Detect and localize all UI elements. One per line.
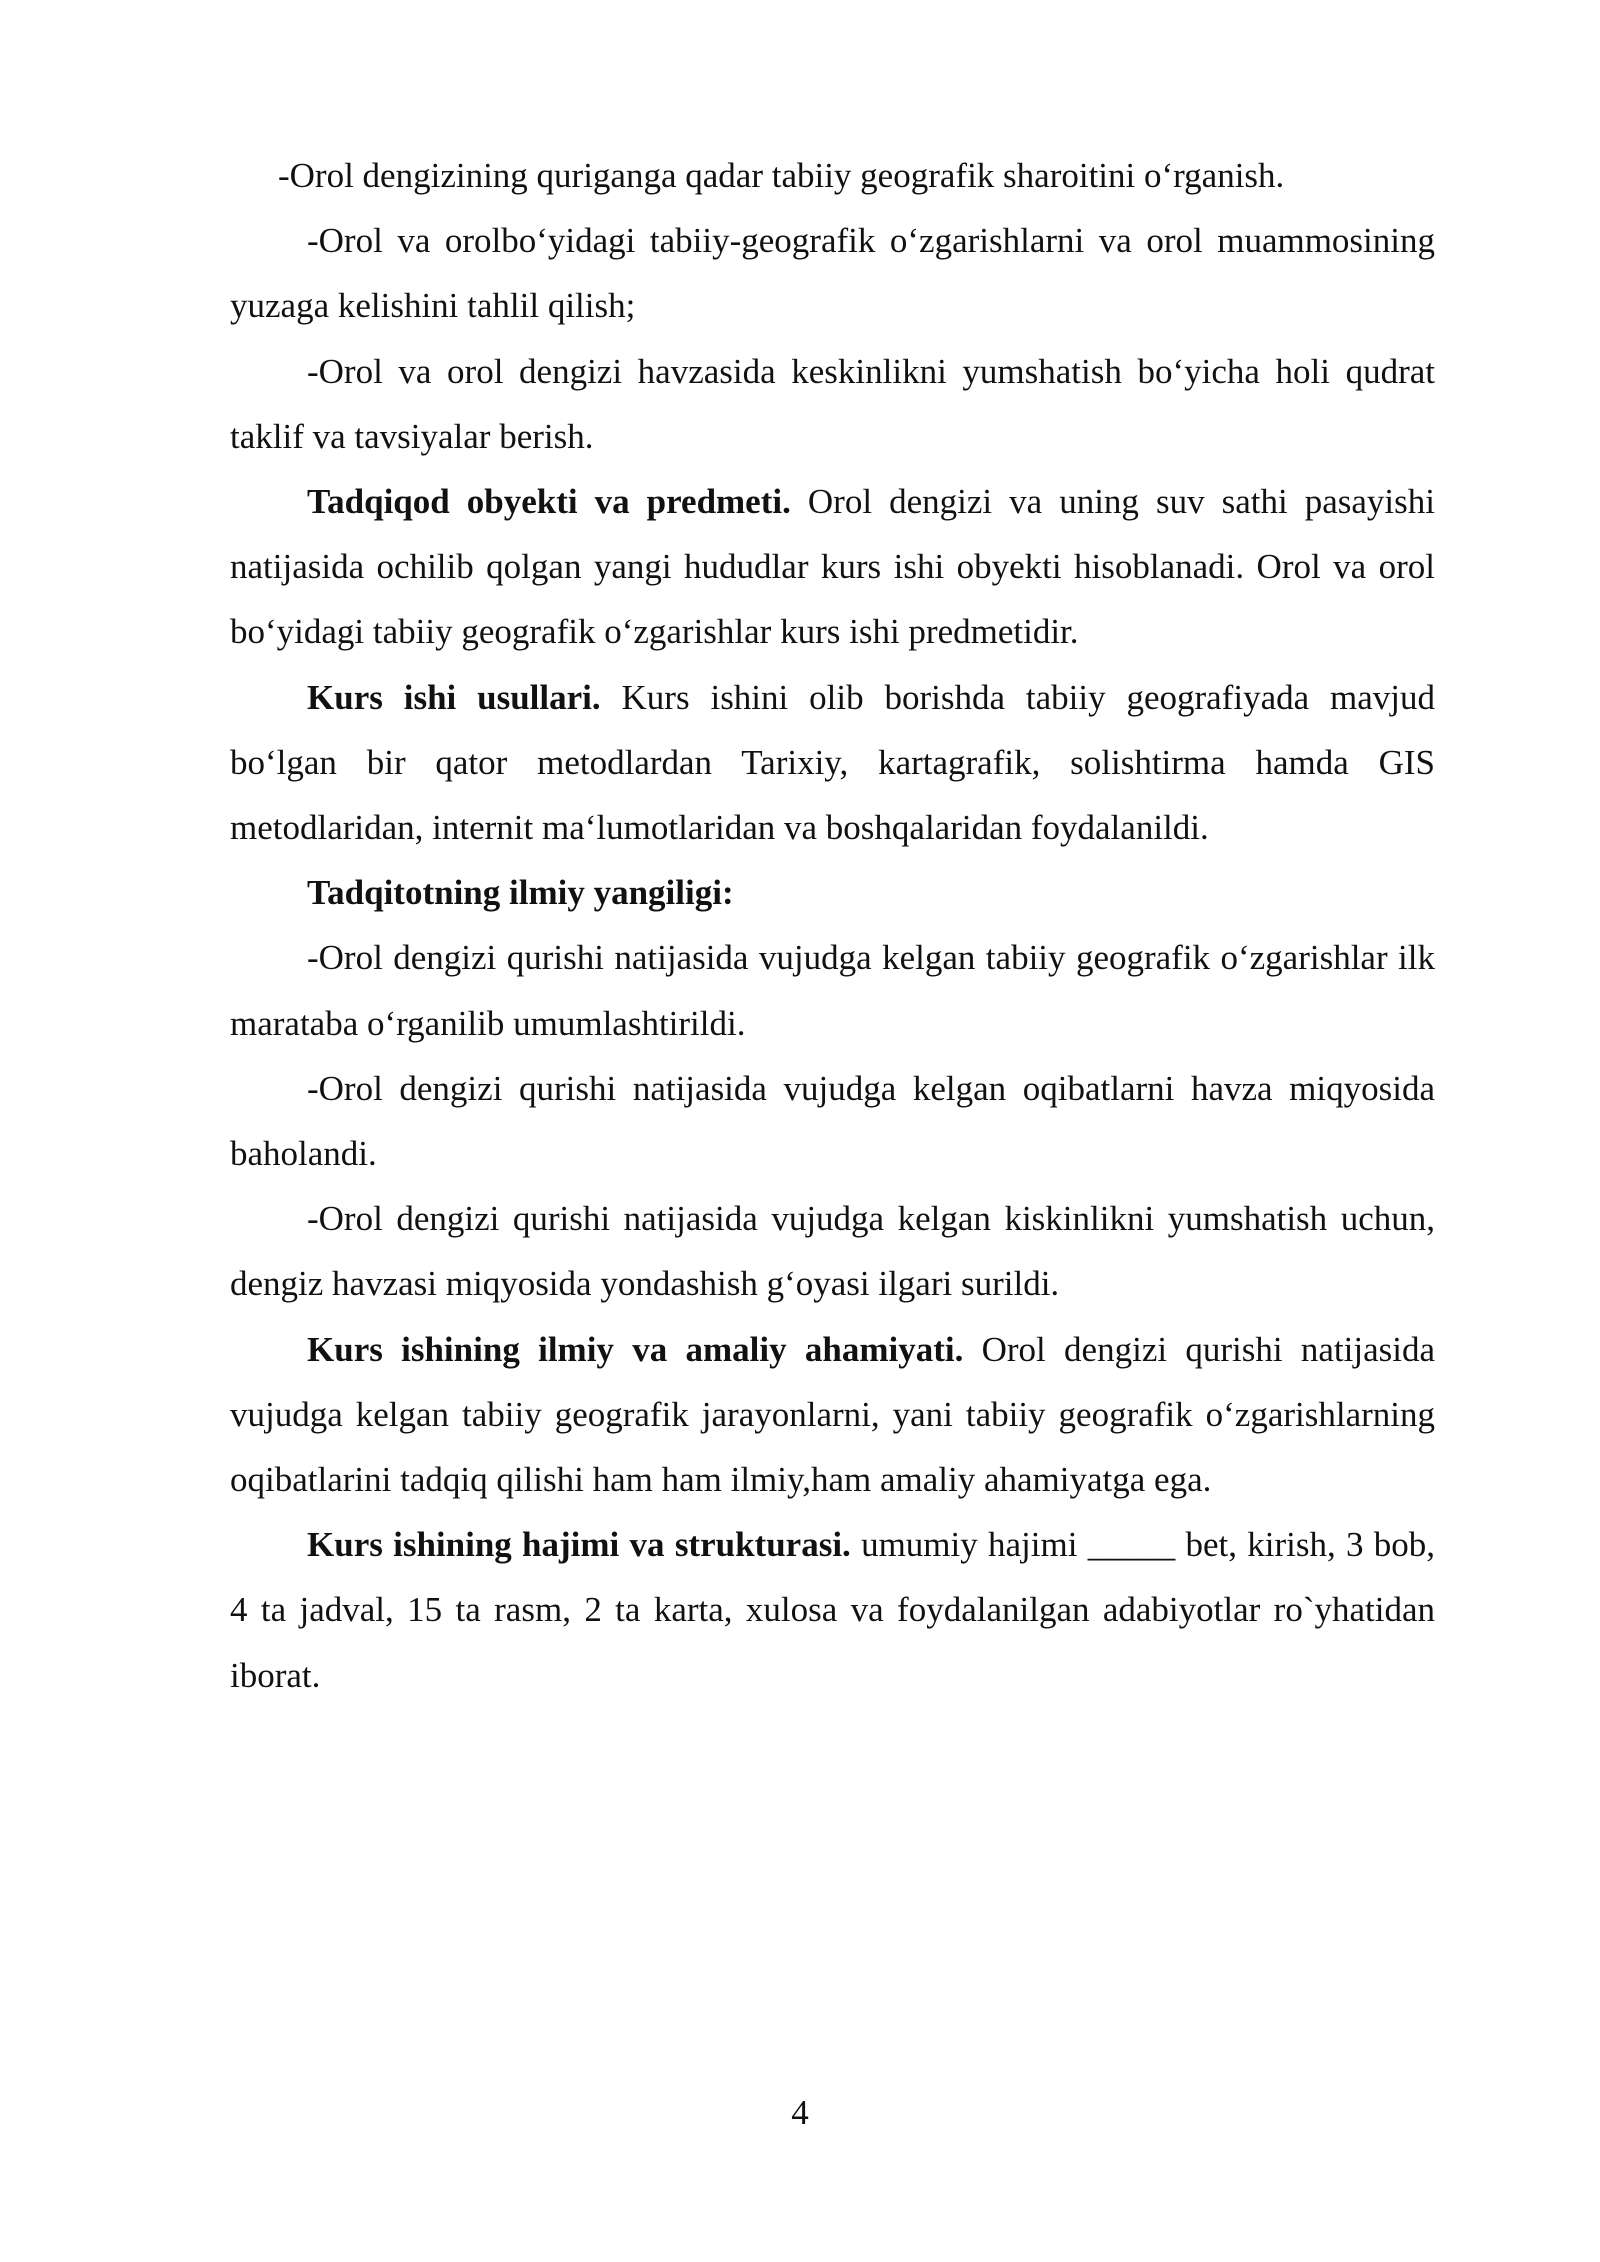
novelty-item-1: -Orol dengizi qurishi natijasida vujudga kelgan tabiiy geografik o‘zgarishlar ilk marataba o‘rganilib umumlashtirildi. (230, 938, 1435, 1043)
methods-paragraph: Kurs ishi usullari. Kurs ishini olib borishda tabiiy geografiyada mavjud bo‘lgan bir qator metodlardan Tarixiy, kartagrafik, solishtirma hamda GIS metodlaridan, internit ma‘lumotlaridan va boshqalaridan foydalanildi. (230, 677, 1435, 848)
novelty-item-3: -Orol dengizi qurishi natijasida vujudga kelgan kiskinlikni yumshatish uchun, dengiz havzasi miqyosida yondashish g‘oyasi ilgari surildi. (230, 1199, 1435, 1304)
page-number: 4 (791, 2093, 809, 2132)
objective-item-1: -Orol dengizining quriganga qadar tabiiy geografik sharoitini o‘rganish. (278, 156, 1285, 195)
object-subject-heading: Tadqiqod obyekti va predmeti. (307, 482, 791, 522)
objective-item-2: -Orol va orolbo‘yidagi tabiiy-geografik o‘zgarishlarni va orol muammosining yuzaga kelishini tahlil qilish; (230, 221, 1435, 326)
significance-paragraph: Kurs ishining ilmiy va amaliy ahamiyati. Orol dengizi qurishi natijasida vujudga kelgan tabiiy geografik jarayonlarni, yani tabiiy geografik o‘zgarishlarning oqibatlarini tadqiq qilishi ham ham ilmiy,ham amaliy ahamiyatga ega. (230, 1329, 1435, 1500)
methods-heading: Kurs ishi usullari. (307, 677, 601, 717)
objective-item-3: -Orol va orol dengizi havzasida keskinlikni yumshatish bo‘yicha holi qudrat taklif va tavsiyalar berish. (230, 351, 1435, 456)
object-subject-paragraph: Tadqiqod obyekti va predmeti. Orol dengizi va uning suv sathi pasayishi natijasida ochilib qolgan yangi hududlar kurs ishi obyekti hisoblanadi. Orol va orol bo‘yidagi tabiiy geografik o‘zgarishlar kurs ishi predmetidir. (230, 482, 1436, 652)
structure-heading: Kurs ishining hajimi va strukturasi. (307, 1525, 851, 1565)
significance-heading: Kurs ishining ilmiy va amaliy ahamiyati. (307, 1329, 964, 1369)
structure-paragraph: Kurs ishining hajimi va strukturasi. umumiy hajimi _____ bet, kirish, 3 bob, 4 ta jadval, 15 ta rasm, 2 ta karta, xulosa va foydalanilgan adabiyotlar ro`yhatidan iborat. (230, 1525, 1435, 1695)
page-body (230, 143, 1435, 1708)
novelty-item-2: -Orol dengizi qurishi natijasida vujudga kelgan oqibatlarni havza miqyosida baholandi. (230, 1068, 1435, 1174)
novelty-heading: Tadqitotning ilmiy yangiligi: (307, 873, 734, 913)
